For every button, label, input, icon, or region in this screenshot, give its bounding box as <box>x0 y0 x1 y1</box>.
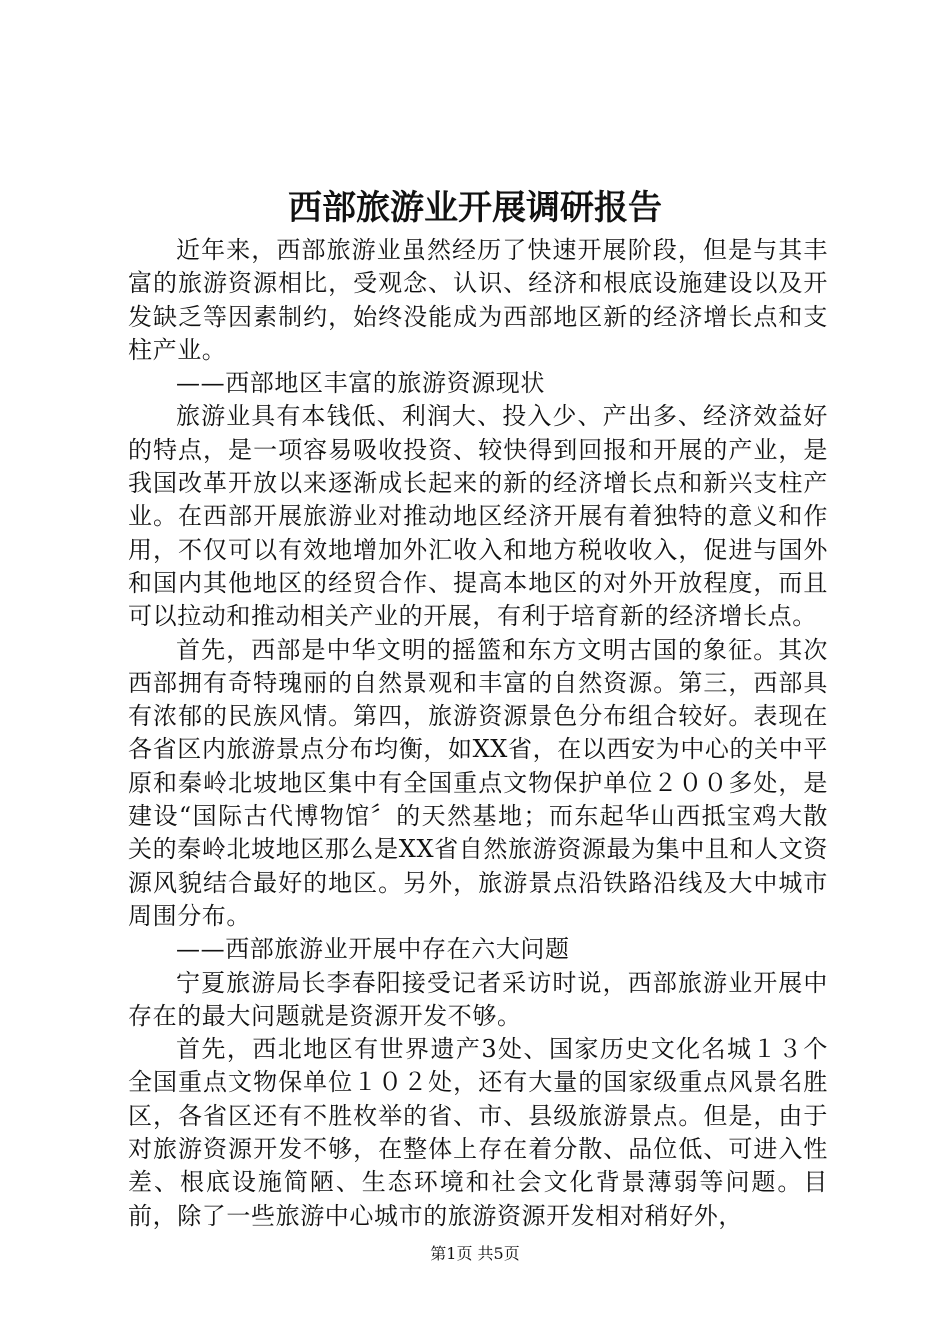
paragraph-development-issues: 首先，西北地区有世界遗产3处、国家历史文化名城１３个全国重点文物保单位１０２处，还有大量的国家级重点风景名胜区，各省区还有不胜枚举的省、市、县级旅游景点。但是，由于对旅游资源开发不够，在整体上存在着分散、品位低、可进入性差、根底设施简陋、生态环境和社会文化背景薄弱等问题。目前，除了一些旅游中心城市的旅游资源开发相对稍好外， <box>128 1035 828 1230</box>
document-title: 西部旅游业开展调研报告 <box>288 188 662 228</box>
paragraph-intro: 近年来，西部旅游业虽然经历了快速开展阶段，但是与其丰富的旅游资源相比，受观念、认识、经济和根底设施建设以及开发缺乏等因素制约，始终没能成为西部地区新的经济增长点和支柱产业。 <box>128 236 828 364</box>
section-heading-problems: ——西部旅游业开展中存在六大问题 <box>176 935 570 964</box>
page-footer: 第1页 共5页 <box>430 1244 520 1263</box>
paragraph-interview: 宁夏旅游局长李春阳接受记者采访时说，西部旅游业开展中存在的最大问题就是资源开发不够。 <box>128 968 828 1030</box>
paragraph-resource-advantages: 首先，西部是中华文明的摇篮和东方文明古国的象征。其次西部拥有奇特瑰丽的自然景观和丰富的自然资源。第三，西部具有浓郁的民族风情。第四，旅游资源景色分布组合较好。表现在各省区内旅游景点分布均衡，如XX省，在以西安为中心的关中平原和秦岭北坡地区集中有全国重点文物保护单位２００多处，是建设“国际古代博物馆〞的天然基地；而东起华山西抵宝鸡大散关的秦岭北坡地区那么是XX省自然旅游资源最为集中且和人文资源风貌结合最好的地区。另外，旅游景点沿铁路沿线及大中城市周围分布。 <box>128 635 828 930</box>
paragraph-tourism-features: 旅游业具有本钱低、利润大、投入少、产出多、经济效益好的特点，是一项容易吸收投资、较快得到回报和开展的产业，是我国改革开放以来逐渐成长起来的新的经济增长点和新兴支柱产业。在西部开展旅游业对推动地区经济开展有着独特的意义和作用，不仅可以有效地增加外汇收入和地方税收收入，促进与国外和国内其他地区的经贸合作、提高本地区的对外开放程度，而且可以拉动和推动相关产业的开展，有利于培育新的经济增长点。 <box>128 402 828 631</box>
section-heading-resources: ——西部地区丰富的旅游资源现状 <box>176 369 545 398</box>
document-body <box>128 234 828 1233</box>
